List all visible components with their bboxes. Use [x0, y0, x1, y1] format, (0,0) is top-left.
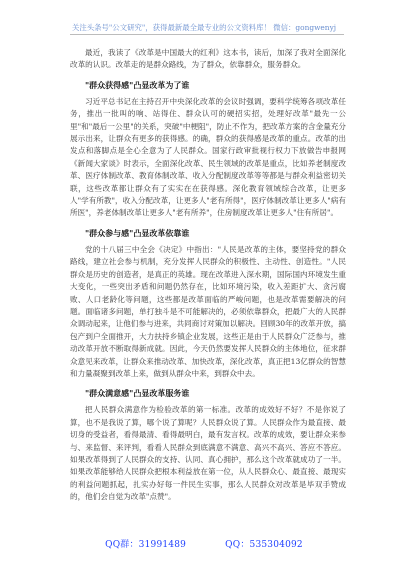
- intro-paragraph: 最近，我读了《改革是中国最大的红利》这本书，读后，加深了我对全面深化改革的认识。改革走的是群众路线，为了群众，依靠群众，服务群众。: [70, 48, 346, 70]
- page-footer: [0, 537, 408, 550]
- page-header: 关注头条号"公文研究"，获得最新最全最专业的公文资料库！ 微信：gongwenyj: [71, 23, 337, 32]
- section-heading: "群众参与感"凸显改革依靠谁: [85, 227, 190, 238]
- section-heading: "群众获得感"凸显改革为了谁: [85, 79, 190, 90]
- article-body: [70, 47, 346, 504]
- header-divider: [70, 34, 344, 35]
- section-paragraph: 习近平总书记在主持召开中央深化改革的会议时强调，要科学统筹各项改革任务，推出一批叫的响、站得住、群众认可的硬招实招，处理好改革"最先一公里"和"最后一公里"的关系，突破"中梗阻"，防止不作为，把改革方案的含金量充分展示出来，让群众有更多的获得感。的确，群众的获得感是改革的重点。改革的出发点和落脚点是全心全意为了人民群众。国家行政审批视行权力下放做告申报网《新闻大家谈》时表示，全面深化改革、民生领域的改革是重点，比如养老制度改革、医疗体制改革、教育体制改革、收入分配制度改革等等都是与群众利益密切关联，这些改革都让群众有了实实在在获得感。深化教育领域综合改革，让更多人"学有所教"，收入分配改革，让更多人"老有所得"，医疗体制改革让更多人"病有所医"，养老体制改革让更多人"老有所养"，住房制度改革让更多人"住有所居"。: [70, 96, 346, 218]
- section-paragraph: 把人民群众满意作为检验改革的第一标准。改革的成效好不好？不是你说了算，也不是我说了算，哪个说了算呢？人民群众说了算。人民群众作为最直接、最切身的受益者，看得最清、看得最明白，最有发言权。改革的成效，要让群众来参与、来监督、来评判，看看人民群众到底满意不满意、高兴不高兴、答应不答应。如果改革得到了人民群众的支持、认同、真心拥护，那么这个改革就成功了一半。如果改革能够给人民群众把根本利益放在第一位，从人民群众心、最直接、最现实的利益问题抓起，扎实办好每一件民生实事，那么人民群众对改革是毕双手赞成的，他们会自觉为改革"点赞"。: [70, 405, 346, 502]
- qq-group-number: QQ群：31991489: [105, 540, 187, 550]
- qq-number: QQ：535304092: [225, 540, 303, 550]
- section-heading: "群众满意感"凸显改革服务谁: [85, 388, 190, 399]
- section-paragraph: 党的十八届三中全会《决定》中指出："人民是改革的主体，要坚持党的群众路线，建立社会参与机制，充分发挥人民群众的积极性、主动性、创造性。"人民群众是历史的创造者，是真正的英雄。现在改革进入深水期，国际国内环境发生重大变化，一些突出矛盾和问题仍然存在，比如环境污染，收入差距扩大、贪污腐败、人口老龄化等问题，这些都是改革面临的严峻问题，也是改革需要解决的问题。面临诸多问题，单打独斗是不可能解决的，必须依靠群众，把最广大的人民群众调动起来，让他们参与进来，共同商讨对策加以解决。回顾30年的改革开放，搞包产到户全面推开，大力扶持乡镇企业发展，这些正是由于人民群众广泛参与，推动改革开放不断取得新成就。因此，今天仍然要发挥人民群众的主体地位，征求群众意见来改革，让群众来推动改革、加快改革，深化改革，真正把13亿群众的智慧和力量凝聚到改革上来，做到从群众中来，到群众中去。: [70, 244, 346, 378]
